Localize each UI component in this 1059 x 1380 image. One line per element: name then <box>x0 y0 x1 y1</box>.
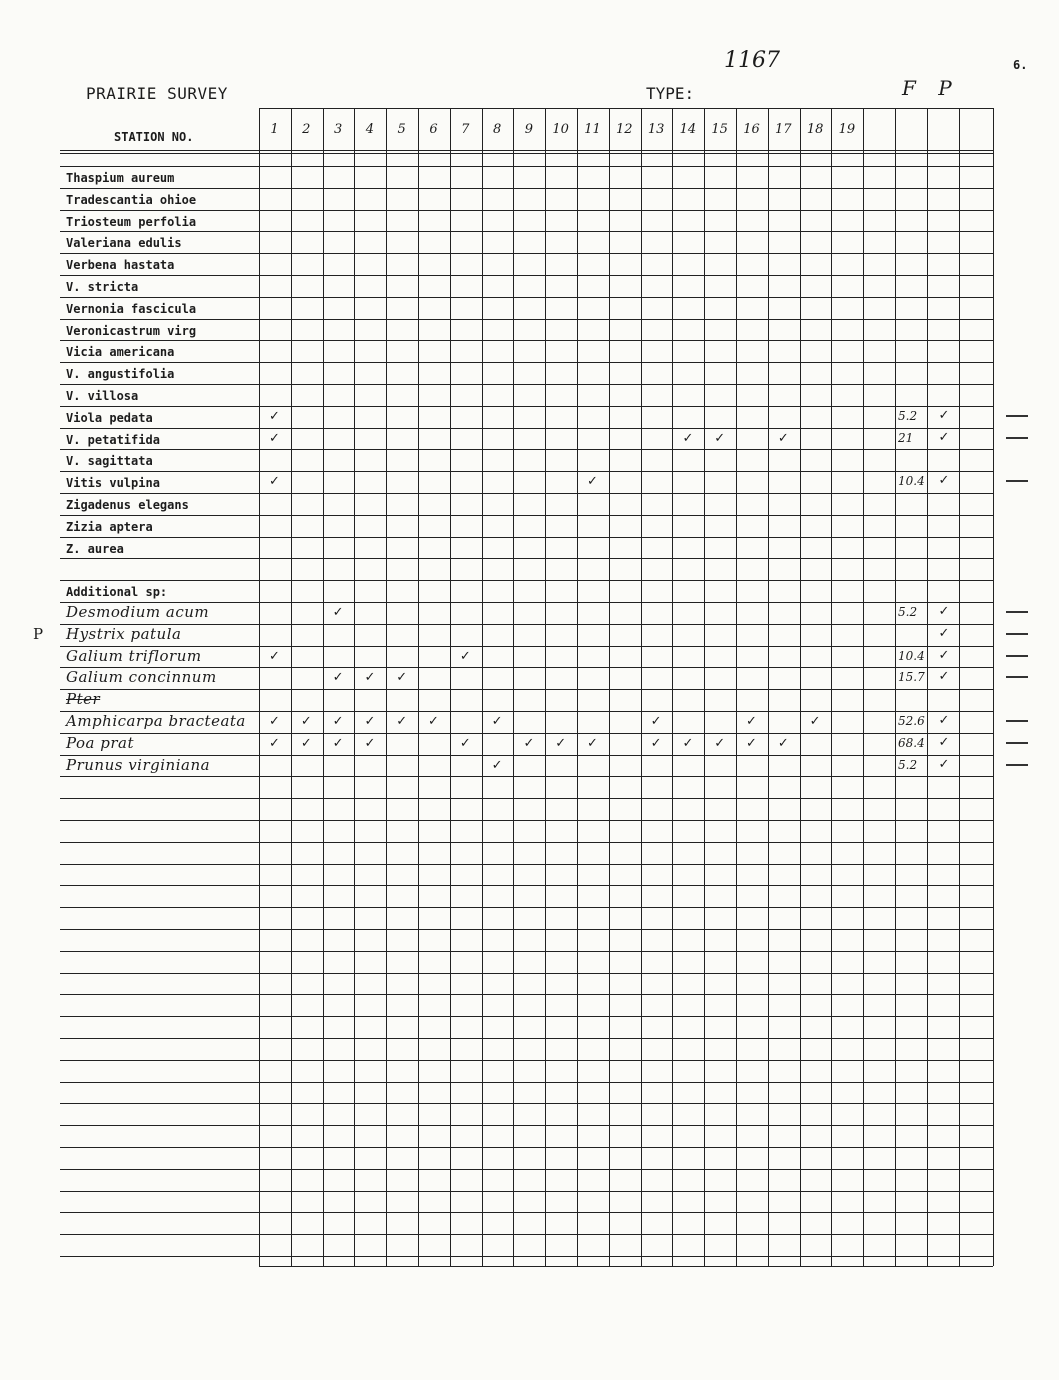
species-name: Vitis vulpina <box>66 476 160 491</box>
check-mark: ✓ <box>555 735 567 751</box>
grid-column-line <box>386 108 387 1266</box>
species-name: V. stricta <box>66 280 139 294</box>
check-mark: ✓ <box>746 735 757 751</box>
additional-species-label: Additional sp: <box>66 585 168 600</box>
handwritten-species-name: Amphicarpa bracteata <box>66 712 246 730</box>
check-mark: ✓ <box>332 670 344 686</box>
station-number: 17 <box>775 122 792 137</box>
frequency-value: 5.2 <box>898 757 918 772</box>
grid-row-line <box>60 558 993 559</box>
check-mark: ✓ <box>491 757 503 773</box>
grid-column-line <box>672 108 673 1266</box>
species-name: Vicia americana <box>66 345 175 360</box>
check-mark: ✓ <box>332 605 344 620</box>
margin-dash <box>1006 415 1028 417</box>
check-mark: ✓ <box>269 474 280 490</box>
grid-row-line <box>60 537 993 538</box>
grid-row-line <box>60 1103 993 1104</box>
grid-row-line <box>60 624 993 625</box>
station-number: 2 <box>302 122 311 137</box>
grid-row-line <box>60 1147 993 1148</box>
grid-row-line <box>60 362 993 363</box>
handwritten-number: 1167 <box>724 48 780 73</box>
summary-check: ✓ <box>938 669 950 685</box>
station-number: 14 <box>679 122 697 137</box>
species-name: V. angustifolia <box>66 367 175 382</box>
header-bottom-line <box>60 150 993 151</box>
handwritten-species-name: Hystrix patula <box>66 624 182 643</box>
station-number: 19 <box>838 122 856 137</box>
grid-column-line <box>768 108 769 1266</box>
grid-row-line <box>60 319 993 320</box>
species-name: Verbena hastata <box>66 258 175 273</box>
grid-column-line <box>704 108 705 1266</box>
handwritten-species-name: Pter <box>66 690 101 709</box>
grid-row-line <box>60 1082 993 1083</box>
grid-row-line <box>60 733 993 734</box>
grid-row-line <box>60 1169 993 1170</box>
grid-row-line <box>60 907 993 908</box>
check-mark: ✓ <box>300 714 312 729</box>
station-number: 1 <box>270 122 279 137</box>
margin-dash <box>1006 611 1028 613</box>
margin-dash <box>1006 720 1028 722</box>
check-mark: ✓ <box>587 735 598 751</box>
grid-column-line <box>323 108 324 1266</box>
grid-bottom-line <box>259 1266 993 1267</box>
frequency-value: 5.2 <box>898 408 918 423</box>
grid-row-line <box>60 842 993 843</box>
frequency-value: 5.2 <box>898 605 918 619</box>
grid-row-line <box>60 275 993 276</box>
grid-column-line <box>482 108 483 1266</box>
station-number: 4 <box>365 122 375 137</box>
grid-row-line <box>60 428 993 429</box>
grid-row-line <box>60 471 993 472</box>
grid-top-line <box>259 108 993 109</box>
grid-row-line <box>60 210 993 211</box>
station-number: 18 <box>806 122 824 137</box>
page-number: 6. <box>1013 58 1028 72</box>
species-name: Tradescantia ohioe <box>66 192 197 207</box>
grid-column-line <box>927 108 928 1266</box>
handwritten-species-name: Galium triflorum <box>66 646 202 665</box>
station-number: 16 <box>743 122 760 137</box>
grid-column-line <box>577 108 578 1266</box>
check-mark: ✓ <box>777 430 789 446</box>
species-name: V. sagittata <box>66 454 153 469</box>
grid-column-line <box>545 108 546 1266</box>
summary-check: ✓ <box>938 604 950 619</box>
grid-row-line <box>60 406 993 407</box>
frequency-value: 15.7 <box>898 670 925 685</box>
grid-row-line <box>60 951 993 952</box>
type-value: F P <box>902 76 960 100</box>
grid-row-line <box>60 580 993 581</box>
grid-row-line <box>60 973 993 974</box>
check-mark: ✓ <box>332 735 344 751</box>
check-mark: ✓ <box>587 474 598 490</box>
species-name: V. villosa <box>66 389 139 403</box>
grid-row-line <box>60 1125 993 1126</box>
handwritten-species-name: Desmodium acum <box>66 603 210 621</box>
grid-row-line <box>60 1234 993 1235</box>
grid-row-line <box>60 297 993 298</box>
check-mark: ✓ <box>269 714 280 729</box>
check-mark: ✓ <box>364 670 376 686</box>
summary-check: ✓ <box>938 429 950 445</box>
check-mark: ✓ <box>269 648 280 664</box>
check-mark: ✓ <box>459 648 471 664</box>
grid-row-line <box>60 493 993 494</box>
check-mark: ✓ <box>364 714 376 729</box>
margin-dash <box>1006 655 1028 657</box>
check-mark: ✓ <box>777 735 789 751</box>
check-mark: ✓ <box>682 735 694 751</box>
station-number: 6 <box>429 122 438 137</box>
check-mark: ✓ <box>300 735 312 751</box>
grid-row-line <box>60 166 993 167</box>
species-name: Zigadenus elegans <box>66 498 189 512</box>
summary-check: ✓ <box>938 407 950 423</box>
station-number: 15 <box>711 122 728 137</box>
species-name: Vernonia fascicula <box>66 301 197 316</box>
margin-dash <box>1006 480 1028 482</box>
station-number: 7 <box>461 122 470 137</box>
grid-column-line <box>259 108 260 1266</box>
handwritten-species-name: Galium concinnum <box>66 668 217 687</box>
grid-row-line <box>60 1016 993 1017</box>
frequency-value: 52.6 <box>898 714 925 728</box>
grid-row-line <box>60 1060 993 1061</box>
grid-row-line <box>60 820 993 821</box>
grid-row-line <box>60 188 993 189</box>
species-name: Viola pedata <box>66 410 153 425</box>
handwritten-species-name: Poa prat <box>66 733 134 752</box>
grid-row-line <box>60 1212 993 1213</box>
check-mark: ✓ <box>714 430 726 446</box>
grid-row-line <box>60 689 993 690</box>
margin-dash <box>1006 764 1028 766</box>
grid-column-line <box>800 108 801 1266</box>
type-label: TYPE: <box>646 84 695 103</box>
grid-row-line <box>60 253 993 254</box>
check-mark: ✓ <box>269 735 280 751</box>
station-number: 10 <box>552 122 569 137</box>
summary-check: ✓ <box>938 625 950 641</box>
grid-column-line <box>959 108 960 1266</box>
frequency-value: 10.4 <box>898 648 925 663</box>
header-bottom-line <box>60 153 993 154</box>
species-name: Triosteum perfolia <box>66 214 197 229</box>
station-number: 5 <box>397 122 406 137</box>
grid-column-line <box>736 108 737 1266</box>
station-label: STATION NO. <box>114 130 194 144</box>
frequency-value: 10.4 <box>898 474 925 489</box>
check-mark: ✓ <box>746 714 757 729</box>
check-mark: ✓ <box>396 670 408 686</box>
station-number: 12 <box>616 122 633 137</box>
summary-check: ✓ <box>938 473 950 489</box>
check-mark: ✓ <box>523 735 535 751</box>
summary-check: ✓ <box>938 713 950 728</box>
station-number: 3 <box>333 122 343 137</box>
grid-row-line <box>60 885 993 886</box>
grid-row-line <box>60 864 993 865</box>
station-number: 9 <box>524 122 534 137</box>
grid-column-line <box>609 108 610 1266</box>
grid-column-line <box>418 108 419 1266</box>
margin-note: P <box>33 624 44 643</box>
station-number: 13 <box>647 122 665 137</box>
grid-row-line <box>60 515 993 516</box>
grid-row-line <box>60 994 993 995</box>
frequency-value: 21 <box>898 430 914 445</box>
grid-row-line <box>60 776 993 777</box>
handwritten-species-name: Prunus virginiana <box>66 755 211 774</box>
grid-row-line <box>60 1191 993 1192</box>
grid-column-line <box>641 108 642 1266</box>
grid-column-line <box>450 108 451 1266</box>
grid-row-line <box>60 384 993 385</box>
check-mark: ✓ <box>714 735 726 751</box>
margin-dash <box>1006 437 1028 439</box>
grid-column-line <box>354 108 355 1266</box>
check-mark: ✓ <box>650 714 662 729</box>
species-name: Z. aurea <box>66 541 124 556</box>
check-mark: ✓ <box>650 735 662 751</box>
summary-check: ✓ <box>938 647 950 663</box>
grid-row-line <box>60 798 993 799</box>
species-name: Zizia aptera <box>66 519 153 534</box>
check-mark: ✓ <box>269 408 280 424</box>
station-number: 11 <box>584 122 601 137</box>
species-name: Thaspium aureum <box>66 171 175 185</box>
check-mark: ✓ <box>396 714 408 729</box>
check-mark: ✓ <box>491 714 503 729</box>
margin-dash <box>1006 742 1028 744</box>
check-mark: ✓ <box>459 735 471 751</box>
grid-column-line <box>993 108 994 1266</box>
check-mark: ✓ <box>332 714 344 729</box>
grid-row-line <box>60 231 993 232</box>
species-name: Valeriana edulis <box>66 236 182 251</box>
check-mark: ✓ <box>364 735 376 751</box>
summary-check: ✓ <box>938 756 950 772</box>
species-name: Veronicastrum virg <box>66 323 197 338</box>
grid-row-line <box>60 1038 993 1039</box>
grid-row-line <box>60 340 993 341</box>
frequency-value: 68.4 <box>898 735 925 750</box>
grid-column-line <box>895 108 896 1266</box>
grid-row-line <box>60 449 993 450</box>
species-name: V. petatifida <box>66 432 160 447</box>
summary-check: ✓ <box>938 734 950 750</box>
grid-column-line <box>291 108 292 1266</box>
grid-column-line <box>831 108 832 1266</box>
station-number: 8 <box>492 122 502 137</box>
check-mark: ✓ <box>682 430 694 446</box>
grid-row-line <box>60 929 993 930</box>
grid-column-line <box>863 108 864 1266</box>
grid-column-line <box>513 108 514 1266</box>
check-mark: ✓ <box>269 430 280 446</box>
margin-dash <box>1006 676 1028 678</box>
grid-row-line <box>60 1256 993 1257</box>
page-title: PRAIRIE SURVEY <box>86 84 228 103</box>
check-mark: ✓ <box>809 714 821 729</box>
check-mark: ✓ <box>428 714 439 729</box>
margin-dash <box>1006 633 1028 635</box>
